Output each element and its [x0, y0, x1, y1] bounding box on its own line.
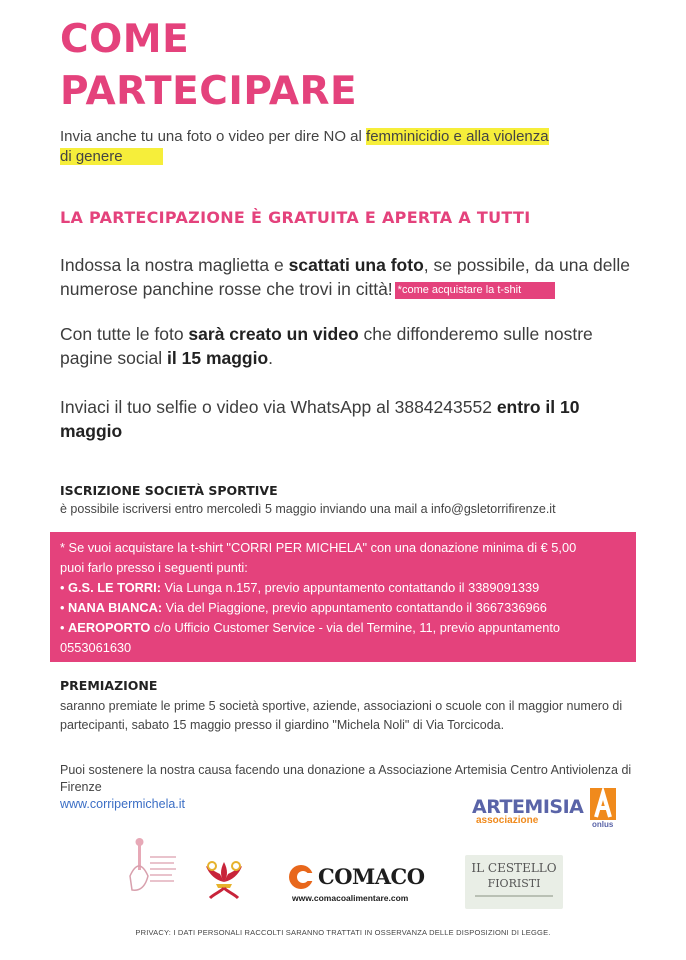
privacy-notice: PRIVACY: I DATI PERSONALI RACCOLTI SARANNO TRATTATI IN OSSERVANZA DELLE DISPOSIZIONI DI LEGGE. — [135, 928, 551, 937]
purchase-point-text: c/o Ufficio Customer Service - via del Termine, 11, previo appuntamento — [150, 620, 560, 635]
p2-text-a: Con tutte le foto — [60, 324, 189, 344]
comaco-logo-url: www.comacoalimentare.com — [292, 893, 409, 903]
p2-bold-video: sarà creato un video — [188, 324, 359, 344]
free-participation-heading: LA PARTECIPAZIONE È GRATUITA E APERTA A TUTTI — [60, 208, 531, 227]
registration-heading: ISCRIZIONE SOCIETÀ SPORTIVE — [60, 483, 278, 498]
tshirt-box-intro-1: * Se vuoi acquistare la t-shirt "CORRI PER MICHELA" con una donazione minima di € 5,00 — [60, 540, 577, 555]
donation-text: Puoi sostenere la nostra causa facendo una donazione a Associazione Artemisia Centro Antiviolenza di Firenze — [60, 763, 632, 794]
intro-text — [60, 127, 640, 167]
comaco-logo-name: COMACO — [318, 864, 425, 889]
artemisia-a-icon — [590, 788, 616, 820]
tshirt-box-intro-2: puoi farlo presso i seguenti punti: — [60, 560, 248, 575]
cestello-logo-line-1: IL CESTELLO — [471, 861, 557, 875]
artemisia-logo-name: ARTEMISIA — [472, 796, 584, 818]
artemisia-logo-sub: associazione — [476, 815, 539, 826]
artemisia-logo — [472, 788, 620, 830]
title-line-1: COME — [60, 17, 190, 62]
purchase-point — [60, 618, 626, 638]
comaco-logo — [288, 862, 448, 902]
p2-text-e: . — [268, 348, 274, 368]
cestello-logo — [465, 855, 563, 909]
purchase-point-text: Via del Piaggione, previo appuntamento contattando il 3667336966 — [162, 600, 547, 615]
p1-text-c: , se possibile, da una delle numerose panchine rosse che trovi in città! — [60, 255, 631, 299]
purchase-point-name: G.S. LE TORRI: — [68, 580, 161, 595]
p3-text-a: Inviaci il tuo selfie o video via WhatsApp al 3884243552 — [60, 397, 497, 417]
cestello-logo-divider — [475, 895, 553, 897]
purchase-point — [60, 598, 626, 618]
tshirt-box-phone: 0553061630 — [60, 640, 132, 655]
purchase-point-name: NANA BIANCA: — [68, 600, 163, 615]
intro-highlight-1: femminicidio e alla violenza — [366, 128, 549, 145]
comaco-c-icon — [288, 864, 314, 890]
purchase-point-text: Via Lunga n.157, previo appuntamento contattando il 3389091339 — [160, 580, 540, 595]
p3-bold-deadline: entro il 10 maggio — [60, 397, 580, 441]
municipal-emblem-logo — [124, 836, 180, 898]
paragraph-tshirt-photo — [60, 253, 640, 301]
fleur-de-lis-logo — [202, 858, 246, 900]
artemisia-logo-onlus: onlus — [592, 820, 614, 829]
p1-bold: scattati una foto — [288, 255, 424, 275]
registration-text: è possibile iscriversi entro mercoledì 5 maggio inviando una mail a info@gsletorrifirenze.it — [60, 502, 556, 516]
cestello-logo-line-2: FIORISTI — [487, 877, 541, 890]
awards-text: saranno premiate le prime 5 società sportive, aziende, associazioni o scuole con il maggior numero di partecipanti, sabato 15 maggio presso il giardino "Michela Noli" di Via Torcicoda. — [60, 699, 623, 732]
purchase-point — [60, 578, 626, 598]
awards-heading: PREMIAZIONE — [60, 678, 158, 693]
website-link[interactable]: www.corripermichela.it — [60, 797, 186, 811]
purchase-point-name: AEROPORTO — [68, 620, 151, 635]
p2-bold-date: il 15 maggio — [167, 348, 269, 368]
p2-text-c: che diffonderemo sulle nostre pagine social — [60, 324, 593, 368]
page-title — [60, 14, 480, 118]
title-line-2: PARTECIPARE — [60, 69, 358, 114]
tshirt-purchase-box — [50, 532, 636, 662]
intro-highlight-2: di genere — [60, 148, 163, 165]
paragraph-whatsapp — [60, 395, 640, 443]
buy-tshirt-tag[interactable]: *come acquistare la t-shit — [395, 282, 556, 299]
intro-text-start: Invia anche tu una foto o video per dire NO al — [60, 128, 367, 145]
paragraph-video — [60, 322, 640, 370]
p1-text-a: Indossa la nostra maglietta e — [60, 255, 289, 275]
